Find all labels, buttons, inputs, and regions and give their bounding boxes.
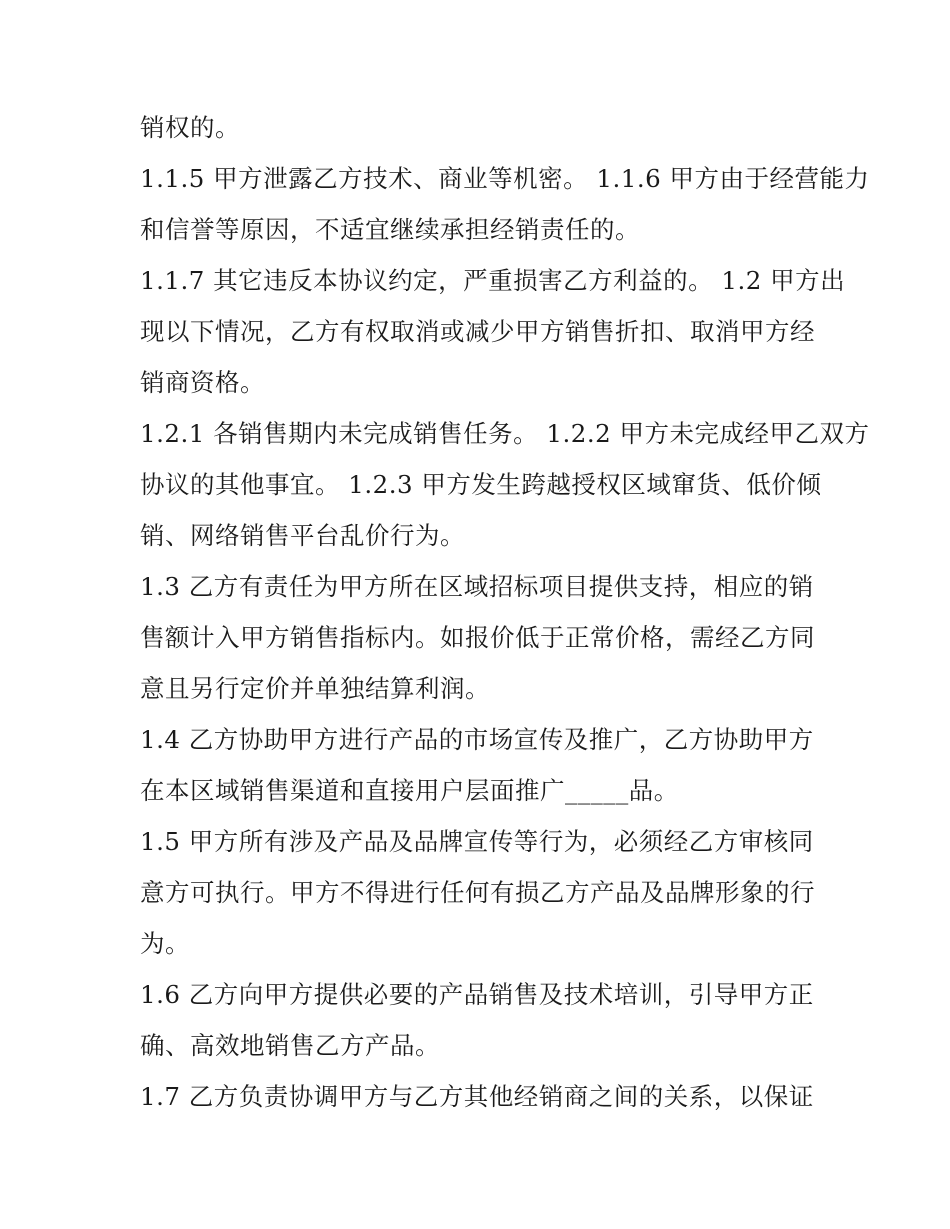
text-line: 确、高效地销售乙方产品。 [140,1031,440,1060]
text-line: 和信誉等原因，不适宜继续承担经销责任的。 [140,215,640,244]
text-line: 销权的。 [140,113,240,142]
text-line: 协议的其他事宜。 1.2.3 甲方发生跨越授权区域窜货、低价倾 [140,470,822,499]
text-line: 现以下情况，乙方有权取消或减少甲方销售折扣、取消甲方经 [140,317,815,346]
text-line: 意且另行定价并单独结算利润。 [140,674,490,703]
text-line: 1.7 乙方负责协调甲方与乙方其他经销商之间的关系，以保证 [140,1082,814,1111]
text-line: 售额计入甲方销售指标内。如报价低于正常价格，需经乙方同 [140,623,815,652]
text-line: 为。 [140,929,190,958]
text-line: 1.2.1 各销售期内未完成销售任务。 1.2.2 甲方未完成经甲乙双方 [140,419,870,448]
text-line: 1.4 乙方协助甲方进行产品的市场宣传及推广，乙方协助甲方 [140,725,814,754]
text-line: 1.1.5 甲方泄露乙方技术、商业等机密。 1.1.6 甲方由于经营能力 [140,164,870,193]
document-body [140,108,870,1128]
text-line: 1.3 乙方有责任为甲方所在区域招标项目提供支持，相应的销 [140,572,814,601]
text-line: 销商资格。 [140,368,265,397]
text-line: 1.6 乙方向甲方提供必要的产品销售及技术培训，引导甲方正 [140,980,814,1009]
text-line: 1.5 甲方所有涉及产品及品牌宣传等行为，必须经乙方审核同 [140,827,814,856]
text-line: 在本区域销售渠道和直接用户层面推广_____品。 [140,776,679,805]
text-line: 销、网络销售平台乱价行为。 [140,521,465,550]
text-line: 意方可执行。甲方不得进行任何有损乙方产品及品牌形象的行 [140,878,815,907]
text-line: 1.1.7 其它违反本协议约定，严重损害乙方利益的。 1.2 甲方出 [140,266,846,295]
